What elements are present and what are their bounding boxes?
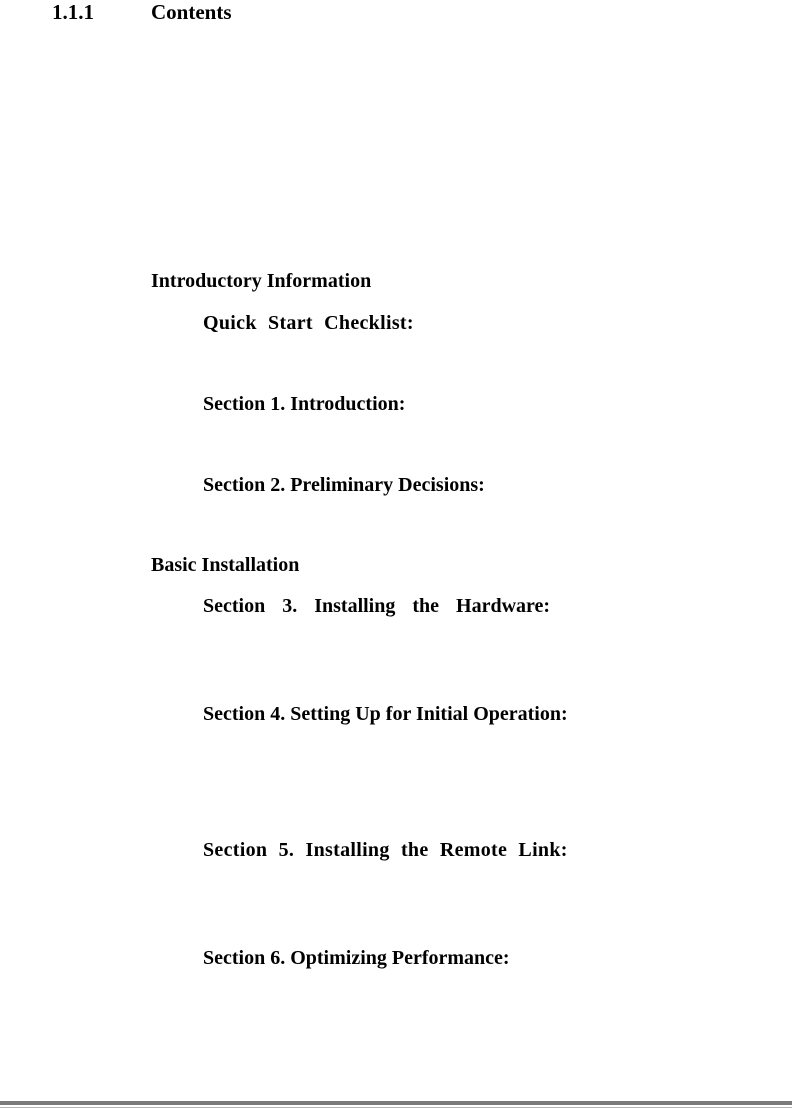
- toc-entry-section-3[interactable]: Section 3. Installing the Hardware:: [203, 595, 551, 617]
- toc-entry-section-6[interactable]: Section 6. Optimizing Performance:: [203, 947, 510, 969]
- toc-entry-section-1[interactable]: Section 1. Introduction:: [203, 393, 406, 415]
- section-number: 1.1.1: [52, 0, 94, 24]
- section-title: Contents: [151, 0, 232, 24]
- part-heading-basic-installation: Basic Installation: [151, 554, 300, 576]
- section-heading: [52, 0, 232, 24]
- part-heading-introductory: Introductory Information: [151, 270, 372, 292]
- footer-rule-thin: [0, 1107, 792, 1108]
- toc-entry-section-4[interactable]: Section 4. Setting Up for Initial Operation:: [203, 703, 568, 725]
- toc-entry-section-2[interactable]: Section 2. Preliminary Decisions:: [203, 474, 485, 496]
- toc-entry-quick-start[interactable]: Quick Start Checklist:: [203, 312, 414, 334]
- footer-rule: [0, 1101, 792, 1105]
- toc-entry-section-5[interactable]: Section 5. Installing the Remote Link:: [203, 839, 568, 861]
